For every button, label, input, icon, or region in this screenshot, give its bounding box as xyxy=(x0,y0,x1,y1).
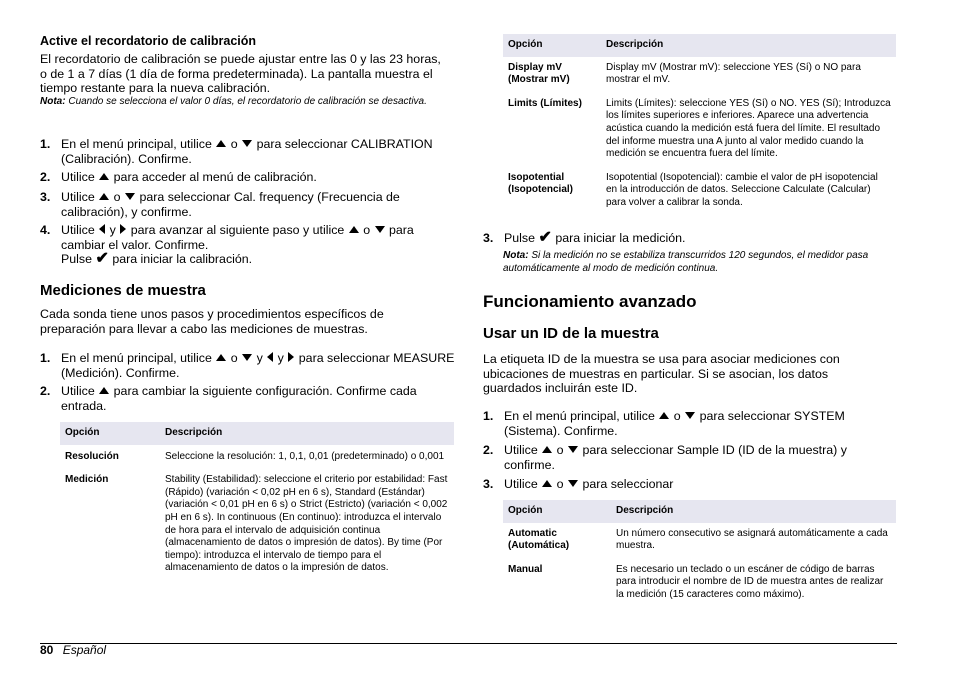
step-mid: o xyxy=(673,409,681,423)
step-mid: o xyxy=(230,137,238,151)
sample-id-body: La etiqueta ID de la muestra se usa para asociar mediciones con ubicaciones de muestras en particular. Si se asocian, los datos guardados incluirán este ID. xyxy=(483,352,840,396)
footer-divider xyxy=(40,643,897,644)
option-name: Medición xyxy=(65,474,109,486)
note-label: Nota: xyxy=(503,250,529,261)
step-mid3: y xyxy=(277,351,284,365)
up-arrow-icon xyxy=(659,412,669,419)
down-arrow-icon xyxy=(242,354,252,361)
step-post: para seleccionar SYSTEM (Sistema). Confirme. xyxy=(504,409,845,438)
measure-options-table-continued xyxy=(503,34,896,218)
option-description: Es necesario un teclado o un escáner de código de barras para introducir el nombre de ID de muestra antes de realizar la medición (15 caracteres como máximo). xyxy=(616,563,884,600)
step-mid2: y xyxy=(256,351,263,365)
option-description: Display mV (Mostrar mV): seleccione YES (Sí) o NO para mostrar el mV. xyxy=(606,61,861,86)
step-line2-post: para iniciar la calibración. xyxy=(112,252,253,267)
right-arrow-icon xyxy=(288,352,294,362)
note-text: Si la medición no se estabiliza transcurridos 120 segundos, el medidor pasa automáticamente al modo de medición continua. xyxy=(503,250,869,274)
step-mid: o xyxy=(230,351,238,365)
step-text xyxy=(504,443,897,472)
option-name: Resolución xyxy=(65,450,119,462)
right-arrow-icon xyxy=(120,224,126,234)
step-text xyxy=(61,137,458,166)
up-arrow-icon xyxy=(99,193,109,200)
step-number: 2. xyxy=(40,384,51,398)
step-id-2 xyxy=(483,443,897,473)
step-mid: y xyxy=(109,223,116,237)
up-arrow-icon xyxy=(542,480,552,487)
up-arrow-icon xyxy=(216,354,226,361)
step-number: 2. xyxy=(40,170,51,184)
step-pre: Utilice xyxy=(61,223,95,237)
step-measure-3 xyxy=(483,231,897,247)
page-footer xyxy=(40,643,106,657)
measure-title: Mediciones de muestra xyxy=(40,282,206,299)
step-a-3 xyxy=(40,190,458,220)
step-number: 3. xyxy=(483,231,494,245)
down-arrow-icon xyxy=(375,226,385,233)
step-post: para acceder al menú de calibración. xyxy=(113,170,317,184)
step-b-1 xyxy=(40,351,458,381)
step-number: 1. xyxy=(40,137,51,151)
table-row xyxy=(503,561,896,610)
left-arrow-icon xyxy=(267,352,273,362)
step-pre: Utilice xyxy=(61,190,95,204)
step-number: 1. xyxy=(483,409,494,423)
down-arrow-icon xyxy=(568,446,578,453)
step-post: para seleccionar xyxy=(582,477,674,491)
table-header-row xyxy=(60,422,454,445)
step-pre: Utilice xyxy=(61,170,95,184)
option-name: Isopotential (Isopotencial) xyxy=(508,171,574,196)
step-mid: o xyxy=(556,477,564,491)
table-header-row xyxy=(503,500,896,523)
note-text: Cuando se selecciona el valor 0 días, el recordatorio de calibración se desactiva. xyxy=(65,96,427,107)
option-description: Isopotential (Isopotencial): cambie el valor de pH isopotencial en la introducción de datos. Seleccione Calculate (Calcular) para volver a calibrar la sonda. xyxy=(606,171,878,208)
step-a-2 xyxy=(40,170,458,185)
step-pre: En el menú principal, utilice xyxy=(61,351,212,365)
advanced-title: Funcionamiento avanzado xyxy=(483,292,697,311)
step-pre: En el menú principal, utilice xyxy=(504,409,655,423)
step-text xyxy=(504,231,897,246)
option-description: Stability (Estabilidad): seleccione el criterio por estabilidad: Fast (Rápido) (variación < 0,02 pH en 6 s), Standard (Estándar) (variación < 0,01 pH en 6 s) o Strict (Estricto) (variación < 0,002 pH en 6 s). In continuous (En continuo): introduzca el intervalo de hora para el intervalo de adquisición continua (almacenamiento de datos o impresión de datos). By time (Por tiempo): introduzca el intervalo de tiempo para el almacenamiento de datos o la impresión de datos. xyxy=(165,474,448,574)
step-pre: Utilice xyxy=(504,443,538,457)
step-id-1 xyxy=(483,409,897,439)
step-mid: o xyxy=(556,443,564,457)
measure-note xyxy=(503,250,898,276)
up-arrow-icon xyxy=(99,387,109,394)
step-number: 4. xyxy=(40,223,51,237)
sample-id-options-table xyxy=(503,500,896,610)
checkmark-icon: ✔ xyxy=(538,229,552,246)
column-header-option: Opción xyxy=(503,34,601,57)
step-post: para cambiar la siguiente configuración. Confirme cada entrada. xyxy=(61,384,417,413)
step-b-2 xyxy=(40,384,458,414)
option-name: Manual xyxy=(508,563,543,575)
step-number: 3. xyxy=(40,190,51,204)
table-header-row xyxy=(503,34,896,57)
reminder-title: Active el recordatorio de calibración xyxy=(40,34,257,48)
down-arrow-icon xyxy=(568,480,578,487)
step-text xyxy=(61,223,458,267)
down-arrow-icon xyxy=(125,193,135,200)
step-number: 3. xyxy=(483,477,494,491)
step-post: para seleccionar Cal. frequency (Frecuencia de calibración), y confirme. xyxy=(61,190,400,219)
step-pre: Utilice xyxy=(504,477,538,491)
up-arrow-icon xyxy=(99,173,109,180)
table-row xyxy=(503,95,896,169)
down-arrow-icon xyxy=(685,412,695,419)
step-mid: o xyxy=(113,190,121,204)
option-name: Automatic (Automática) xyxy=(508,527,570,552)
step-a-1 xyxy=(40,137,458,167)
step-id-3 xyxy=(483,477,897,492)
reminder-note xyxy=(40,96,440,109)
step-post: para seleccionar Sample ID (ID de la muestra) y confirme. xyxy=(504,443,847,472)
step-post: para cambiar el valor. Confirme. xyxy=(61,223,414,252)
table-row xyxy=(503,523,896,561)
table-row xyxy=(60,471,454,583)
down-arrow-icon xyxy=(242,140,252,147)
table-row xyxy=(60,445,454,472)
note-label: Nota: xyxy=(40,96,66,107)
step-line2-pre: Pulse xyxy=(61,252,92,267)
option-name: Limits (Límites) xyxy=(508,97,582,109)
step-number: 2. xyxy=(483,443,494,457)
column-header-description: Descripción xyxy=(160,422,454,445)
step-text xyxy=(61,384,458,413)
page-number: 80 xyxy=(40,643,54,657)
reminder-body: El recordatorio de calibración se puede ajustar entre las 0 y las 23 horas, o de 1 a 7 días (1 día de forma predeterminada). La pantalla muestra el tiempo restante para la nueva calibración. xyxy=(40,52,441,96)
option-description: Seleccione la resolución: 1, 0,1, 0,01 (predeterminado) o 0,001 xyxy=(165,450,445,462)
table-row xyxy=(503,57,896,95)
measure-body: Cada sonda tiene unos pasos y procedimientos específicos de preparación para llevar a cabo las mediciones de muestras. xyxy=(40,307,384,336)
step-a-4 xyxy=(40,223,458,267)
step-pre: Pulse xyxy=(504,231,535,245)
table-row xyxy=(503,169,896,218)
step-text xyxy=(61,351,458,380)
step-mid3: o xyxy=(363,223,371,237)
step-pre: En el menú principal, utilice xyxy=(61,137,212,151)
up-arrow-icon xyxy=(349,226,359,233)
step-text xyxy=(504,409,897,438)
option-description: Limits (Límites): seleccione YES (Sí) o NO. YES (Sí); Introduzca los límites superiores e inferiores. Aparece una advertencia acústica cuando la medición está fuera del límite. El resultado del informe muestra una A junto al valor medido cuando la medición se encuentra fuera del límite. xyxy=(606,97,891,160)
option-name: Display mV (Mostrar mV) xyxy=(508,61,570,86)
step-number: 1. xyxy=(40,351,51,365)
step-pre: Utilice xyxy=(61,384,95,398)
step-post: para seleccionar MEASURE (Medición). Confirme. xyxy=(61,351,455,380)
sample-id-title: Usar un ID de la muestra xyxy=(483,325,659,342)
step-text xyxy=(504,477,897,492)
option-description: Un número consecutivo se asignará automáticamente a cada muestra. xyxy=(616,527,888,552)
up-arrow-icon xyxy=(216,140,226,147)
column-header-description: Descripción xyxy=(601,34,896,57)
footer-language: Español xyxy=(62,643,107,657)
step-text xyxy=(61,170,458,185)
checkmark-icon: ✔ xyxy=(95,250,109,268)
column-header-option: Opción xyxy=(60,422,160,445)
step-post: para seleccionar CALIBRATION (Calibración). Confirme. xyxy=(61,137,433,166)
measure-options-table xyxy=(60,422,454,583)
column-header-option: Opción xyxy=(503,500,611,523)
up-arrow-icon xyxy=(542,446,552,453)
step-mid2: para avanzar al siguiente paso y utilice xyxy=(130,223,345,237)
column-header-description: Descripción xyxy=(611,500,896,523)
left-arrow-icon xyxy=(99,224,105,234)
step-post: para iniciar la medición. xyxy=(555,231,686,245)
step-text xyxy=(61,190,458,219)
